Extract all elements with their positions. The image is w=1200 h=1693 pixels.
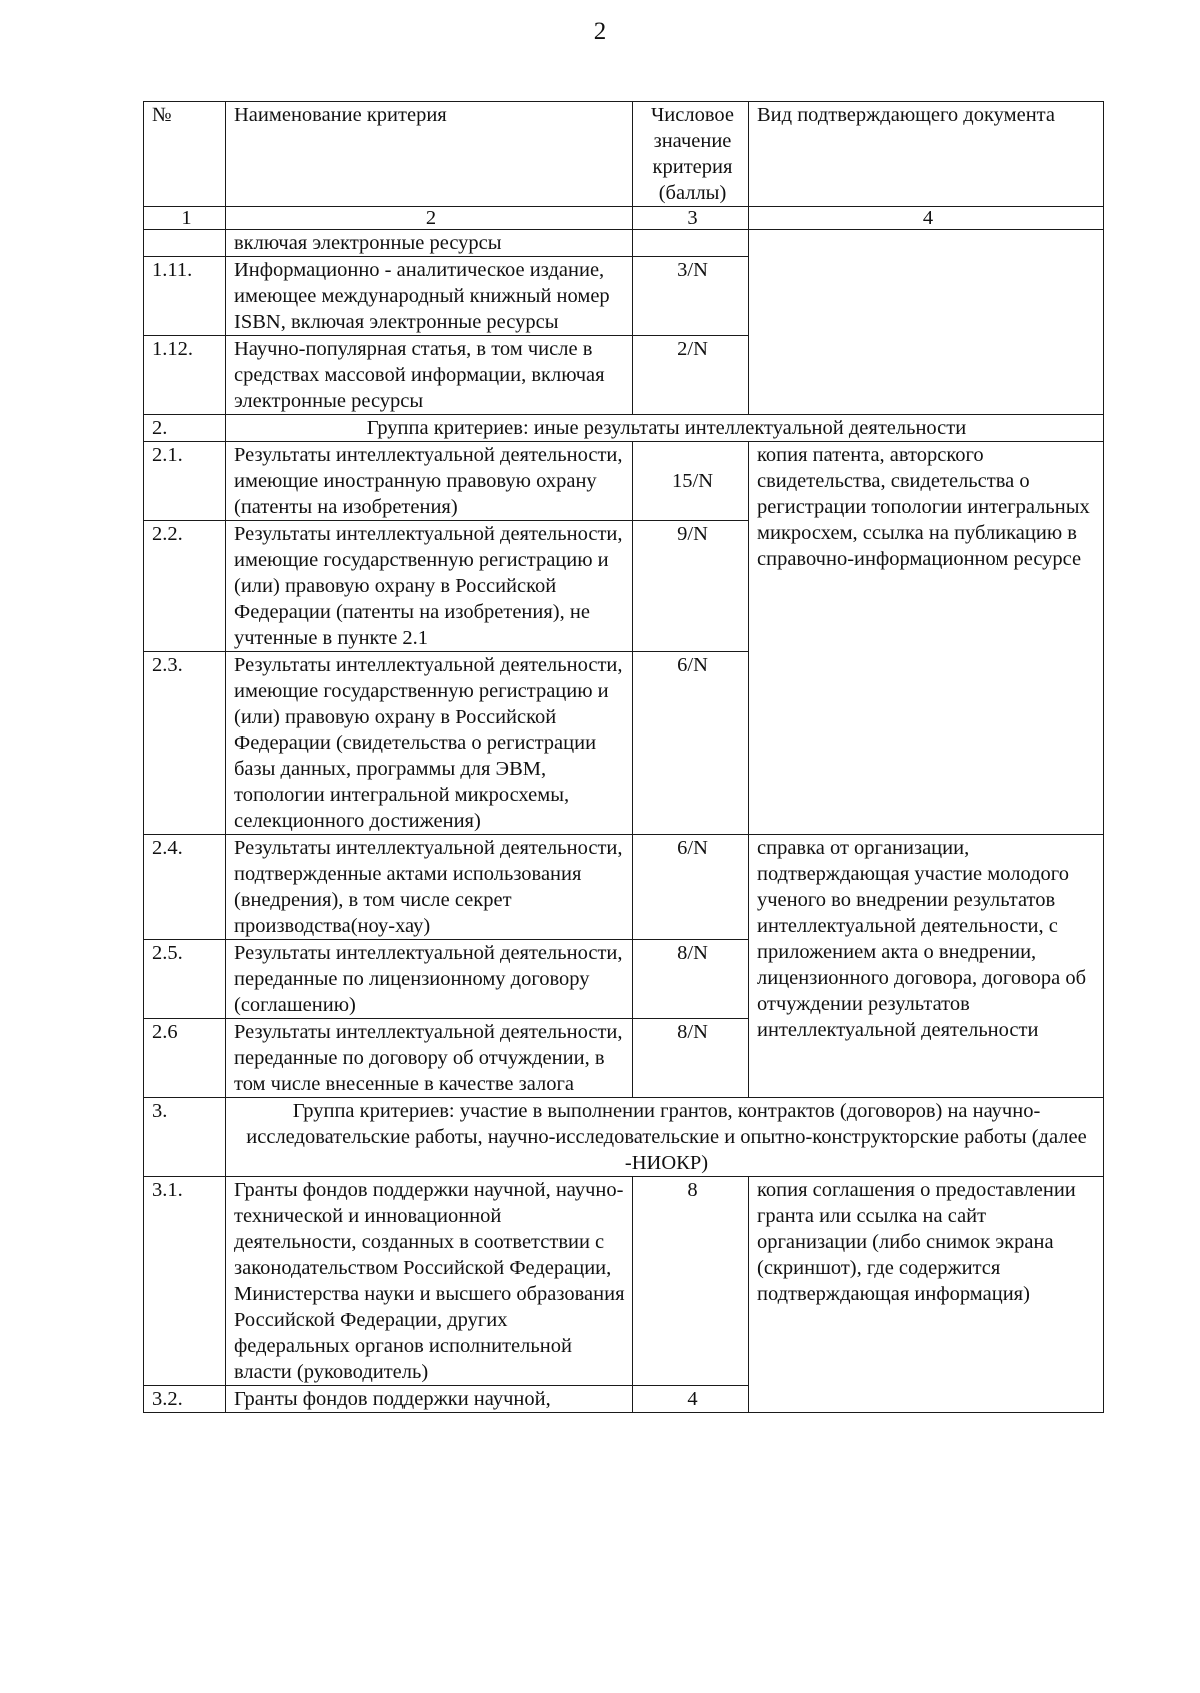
page-number: 2	[593, 18, 607, 45]
row-number: 2.5.	[144, 940, 226, 1019]
group-row	[144, 1098, 1104, 1177]
row-criterion-name: Гранты фондов поддержки научной, научно-технической и инновационной деятельности, созданных в соответствии с законодательством Российской Федерации, Министерства науки и высшего образования Российской Федерации, других федеральных органов исполнительной власти (руководитель)	[226, 1177, 633, 1386]
row-score: 6/N	[633, 652, 749, 835]
row-criterion-name: Научно-популярная статья, в том числе в средствах массовой информации, включая электронные ресурсы	[226, 336, 633, 415]
header-score: Числовое значение критерия (баллы)	[633, 102, 749, 207]
row-score: 8/N	[633, 940, 749, 1019]
row-criterion-name: Результаты интеллектуальной деятельности, имеющие государственную регистрацию и (или) правовую охрану в Российской Федерации (патенты на изобретения), не учтенные в пункте 2.1	[226, 521, 633, 652]
row-document	[749, 230, 1104, 415]
row-number: 1.12.	[144, 336, 226, 415]
row-criterion-name: Результаты интеллектуальной деятельности, переданные по лицензионному договору (соглашению)	[226, 940, 633, 1019]
row-document: справка от организации, подтверждающая участие молодого ученого во внедрении результатов интеллектуальной деятельности, с приложением акта о внедрении, лицензионного договора, договора об отчуждении результатов интеллектуальной деятельности	[749, 835, 1104, 1098]
row-number	[144, 230, 226, 257]
table-row	[144, 1177, 1104, 1386]
criteria-table	[143, 101, 1104, 1413]
column-number: 1	[144, 207, 226, 230]
header-document-type: Вид подтверждающего документа	[749, 102, 1104, 207]
group-title: Группа критериев: участие в выполнении грантов, контрактов (договоров) на научно-исследовательские работы, научно-исследовательские и опытно-конструкторские работы (далее -НИОКР)	[226, 1098, 1104, 1177]
column-number: 3	[633, 207, 749, 230]
row-criterion-name: Результаты интеллектуальной деятельности, подтвержденные актами использования (внедрения), в том числе секрет производства(ноу-хау)	[226, 835, 633, 940]
column-number: 2	[226, 207, 633, 230]
row-number: 2.6	[144, 1019, 226, 1098]
table-row	[144, 230, 1104, 257]
header-number: №	[144, 102, 226, 207]
row-document: копия соглашения о предоставлении гранта или ссылка на сайт организации (либо снимок экрана (скриншот), где содержится подтверждающая информация)	[749, 1177, 1104, 1413]
table-header-row	[144, 102, 1104, 207]
row-number: 2.3.	[144, 652, 226, 835]
row-number: 3.2.	[144, 1386, 226, 1413]
row-criterion-name: Гранты фондов поддержки научной,	[226, 1386, 633, 1413]
row-score: 15/N	[633, 442, 749, 521]
row-criterion-name: Результаты интеллектуальной деятельности, имеющие государственную регистрацию и (или) правовую охрану в Российской Федерации (свидетельства о регистрации базы данных, программы для ЭВМ, топологии интегральной микросхемы, селекционного достижения)	[226, 652, 633, 835]
table-row	[144, 835, 1104, 940]
group-title: Группа критериев: иные результаты интеллектуальной деятельности	[226, 415, 1104, 442]
row-criterion-name: Результаты интеллектуальной деятельности, имеющие иностранную правовую охрану (патенты на изобретения)	[226, 442, 633, 521]
column-number: 4	[749, 207, 1104, 230]
row-score: 2/N	[633, 336, 749, 415]
row-number: 2.1.	[144, 442, 226, 521]
row-score: 8/N	[633, 1019, 749, 1098]
row-criterion-name: Результаты интеллектуальной деятельности, переданные по договору об отчуждении, в том числе внесенные в качестве залога	[226, 1019, 633, 1098]
row-criterion-name: Информационно - аналитическое издание, имеющее международный книжный номер ISBN, включая электронные ресурсы	[226, 257, 633, 336]
row-score: 4	[633, 1386, 749, 1413]
table-row	[144, 442, 1104, 521]
group-number: 3.	[144, 1098, 226, 1177]
row-score: 9/N	[633, 521, 749, 652]
header-criterion-name: Наименование критерия	[226, 102, 633, 207]
row-score: 3/N	[633, 257, 749, 336]
group-row	[144, 415, 1104, 442]
row-criterion-name: включая электронные ресурсы	[226, 230, 633, 257]
column-number-row	[144, 207, 1104, 230]
row-score	[633, 230, 749, 257]
row-number: 3.1.	[144, 1177, 226, 1386]
row-number: 1.11.	[144, 257, 226, 336]
row-number: 2.2.	[144, 521, 226, 652]
row-document: копия патента, авторского свидетельства, свидетельства о регистрации топологии интегральных микросхем, ссылка на публикацию в справочно-информационном ресурсе	[749, 442, 1104, 835]
row-score: 8	[633, 1177, 749, 1386]
row-number: 2.4.	[144, 835, 226, 940]
group-number: 2.	[144, 415, 226, 442]
row-score: 6/N	[633, 835, 749, 940]
